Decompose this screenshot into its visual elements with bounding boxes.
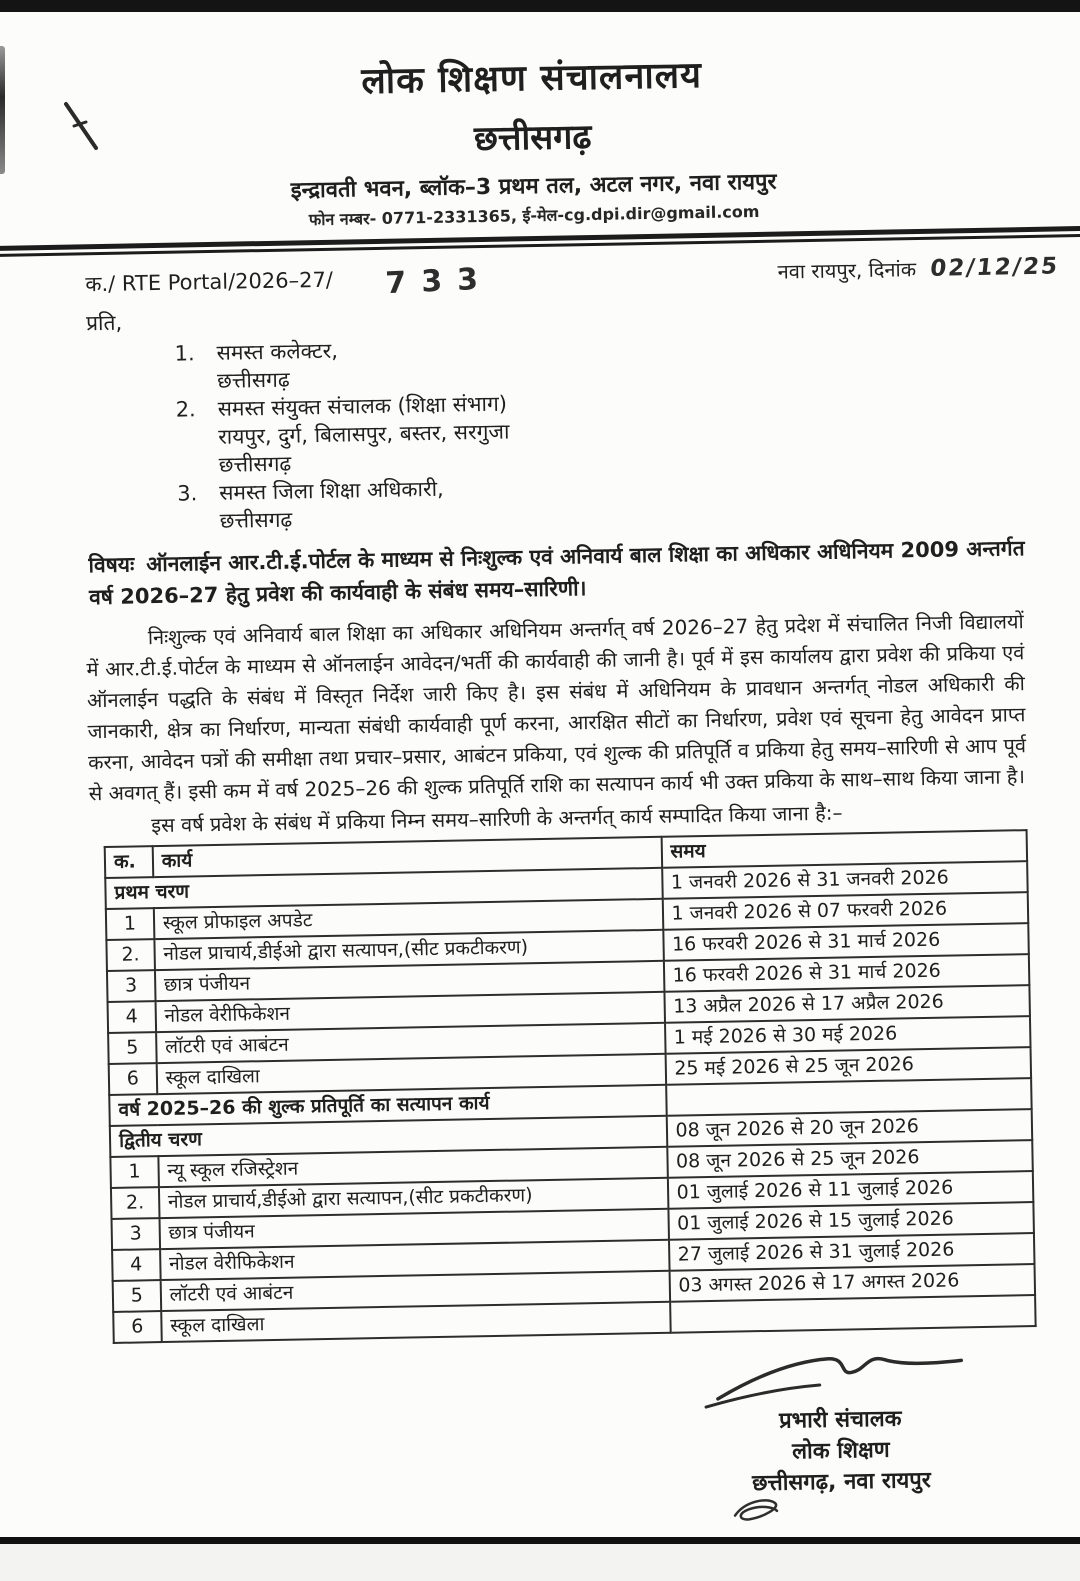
- row-task: लॉटरी एवं आबंटन: [160, 1271, 669, 1311]
- signatory-place: छत्तीसगढ़, नवा रायपुर: [751, 1467, 932, 1497]
- row-sno: 6: [109, 1063, 157, 1095]
- row-time: 13 अप्रैल 2026 से 17 अप्रैल 2026: [664, 985, 1030, 1023]
- subject-text: ऑनलाईन आर.टी.ई.पोर्टल के माध्यम से निःशुल्क एवं अनिवार्य बाल शिक्षा का अधिकार अधिनियम 2009 अन्तर्गत वर्ष 2026–27 हेतु प्रवेश की कार्यवाही के संबंध समय–सारिणी।: [88, 536, 1025, 610]
- row-task: नोडल वेरीफिकेशन: [155, 992, 664, 1032]
- scan-margin-bottom: [0, 1544, 1080, 1581]
- row-sno: 2.: [106, 939, 154, 971]
- row-task: नोडल प्राचार्य,डीईओ द्वारा सत्यापन,(सीट प्रकटीकरण): [159, 1178, 668, 1218]
- row-task: नोडल प्राचार्य,डीईओ द्वारा सत्यापन,(सीट प्रकटीकरण): [154, 930, 663, 970]
- ref-number-label: क./ RTE Portal/2026–27/: [85, 267, 334, 297]
- row-time: 25 मई 2026 से 25 जून 2026: [665, 1047, 1031, 1085]
- subject-label: विषयः: [88, 552, 135, 578]
- phase1-title-time: 1 जनवरी 2026 से 31 जनवरी 2026: [662, 861, 1028, 899]
- phase2-title-time: 08 जून 2026 से 20 जून 2026: [666, 1109, 1032, 1147]
- body-paragraph-1: निःशुल्क एवं अनिवार्य बाल शिक्षा का अधिकार अधिनियम अन्तर्गत् वर्ष 2026–27 हेतु प्रदेश में संचालित निजी विद्यालयों में आर.टी.ई.पोर्टल के माध्यम से ऑनलाईन आवेदन/भर्ती की कार्यवाही की जानी है। पूर्व में इस कार्यालय द्वारा प्रवेश की प्रकिया एवं ऑनलाईन पद्धति के संबंध में विस्तृत निर्देश जारी किए है। इस संबंध में अधिनियम के प्रावधान अन्तर्गत् नोडल अधिकारी की जानकारी, क्षेत्र का निर्धारण, मान्यता संबंधी कार्यवाही पूर्ण करना, आरक्षित सीटों का निर्धारण, प्रवेश एवं सूचना हेतु आवेदन प्राप्त करना, आवेदन पत्रों की समीक्षा तथा प्रचार–प्रसार, आबंटन प्रकिया, एवं शुल्क की प्रतिपूर्ति व प्रकिया हेतु समय–सारिणी से आप पूर्व से अवगत् हैं। इसी कम में वर्ष 2025–26 की शुल्क प्रतिपूर्ति राशि का सत्यापन कार्य भी उक्त प्रकिया के साथ–साथ किया जाना है।: [86, 609, 1027, 806]
- addressee-number: 2.: [175, 397, 196, 422]
- place-date-label: नवा रायपुर, दिनांक: [777, 257, 917, 284]
- addressee-line: समस्त संयुक्त संचालक (शिक्षा संभाग): [217, 391, 508, 421]
- row-time: 27 जुलाई 2026 से 31 जुलाई 2026: [668, 1233, 1034, 1271]
- row-sno: 2.: [111, 1187, 159, 1219]
- row-task: छात्र पंजीयन: [159, 1209, 668, 1249]
- header-time: समय: [661, 830, 1027, 868]
- addressee-line: समस्त जिला शिक्षा अधिकारी,: [219, 476, 444, 505]
- addressee-number: 3.: [177, 481, 198, 506]
- addressee-line: छत्तीसगढ़: [219, 507, 293, 533]
- signature-block: [669, 1342, 1012, 1501]
- row-time: 03 अगस्त 2026 से 17 अगस्त 2026: [669, 1264, 1035, 1302]
- row-sno: 1: [106, 908, 154, 940]
- org-contact: फोन नम्बर- 0771-2331365, ई-मेल-cg.dpi.dir@gmail.com: [308, 201, 760, 230]
- row-sno: 4: [112, 1249, 160, 1281]
- row-time: 1 मई 2026 से 30 मई 2026: [665, 1016, 1031, 1054]
- row-time: [670, 1295, 1036, 1333]
- timetable: [104, 829, 1037, 1344]
- row-time: 01 जुलाई 2026 से 11 जुलाई 2026: [667, 1171, 1033, 1209]
- addressee-list: [0, 323, 1080, 539]
- date-handwritten: 02/12/25: [929, 253, 1061, 282]
- row-task: स्कूल दाखिला: [156, 1054, 665, 1094]
- addressee-line: छत्तीसगढ़: [216, 367, 290, 393]
- row-time: 16 फरवरी 2026 से 31 मार्च 2026: [663, 954, 1029, 992]
- ref-number-handwritten: 733: [384, 261, 494, 302]
- phase1-title: प्रथम चरण: [105, 868, 662, 909]
- org-state: छत्तीसगढ़: [473, 116, 592, 160]
- body-paragraph-2: इस वर्ष प्रवेश के संबंध में प्रकिया निम्न समय–सारिणी के अन्तर्गत् कार्य सम्पादित किया जाना है:–: [151, 800, 843, 838]
- letter-content: [0, 2, 1080, 1513]
- row-sno: 6: [113, 1311, 161, 1343]
- salutation: प्रति,: [85, 310, 123, 336]
- letterhead: [0, 2, 1074, 236]
- row-task: स्कूल प्रोफाइल अपडेट: [154, 899, 663, 939]
- row-sno: 5: [108, 1032, 156, 1064]
- header-sno: क.: [105, 846, 153, 878]
- row-sno: 4: [108, 1001, 156, 1033]
- row-task: नोडल वेरीफिकेशन: [160, 1240, 669, 1280]
- addressee-line: छत्तीसगढ़: [218, 451, 292, 477]
- row-task: न्यू स्कूल रजिस्ट्रेशन: [158, 1147, 667, 1187]
- phase1-footer: वर्ष 2025–26 की शुल्क प्रतिपूर्ति का सत्यापन कार्य: [109, 1085, 666, 1126]
- org-name: लोक शिक्षण संचालनालय: [361, 54, 703, 103]
- phase2-title: द्वितीय चरण: [110, 1116, 667, 1157]
- signatory-department: लोक शिक्षण: [791, 1437, 890, 1465]
- row-sno: 5: [113, 1280, 161, 1312]
- addressee-item: [175, 379, 1078, 480]
- row-time: 16 फरवरी 2026 से 31 मार्च 2026: [663, 923, 1029, 961]
- row-task: छात्र पंजीयन: [155, 961, 664, 1001]
- row-time: 1 जनवरी 2026 से 07 फरवरी 2026: [662, 892, 1028, 930]
- row-sno: 3: [107, 970, 155, 1002]
- row-task: स्कूल दाखिला: [161, 1302, 670, 1342]
- subject-line: [88, 532, 1035, 613]
- signatory-designation: प्रभारी संचालक: [778, 1406, 902, 1434]
- header-task: कार्य: [152, 837, 661, 877]
- row-task: लॉटरी एवं आबंटन: [156, 1023, 665, 1063]
- org-address: इन्द्रावती भवन, ब्लॉक–3 प्रथम तल, अटल नगर, नवा रायपुर: [290, 169, 777, 204]
- row-time: 01 जुलाई 2026 से 15 जुलाई 2026: [668, 1202, 1034, 1240]
- scan-edge-bottom: [0, 1537, 1080, 1544]
- addressee-number: 1.: [174, 341, 195, 366]
- row-sno: 3: [112, 1218, 160, 1250]
- ink-scribble: [726, 1481, 787, 1526]
- row-time: 08 जून 2026 से 25 जून 2026: [667, 1140, 1033, 1178]
- addressee-line: रायपुर, दुर्ग, बिलासपुर, बस्तर, सरगुजा: [217, 419, 510, 449]
- row-sno: 1: [110, 1156, 158, 1188]
- addressee-line: समस्त कलेक्टर,: [216, 338, 339, 365]
